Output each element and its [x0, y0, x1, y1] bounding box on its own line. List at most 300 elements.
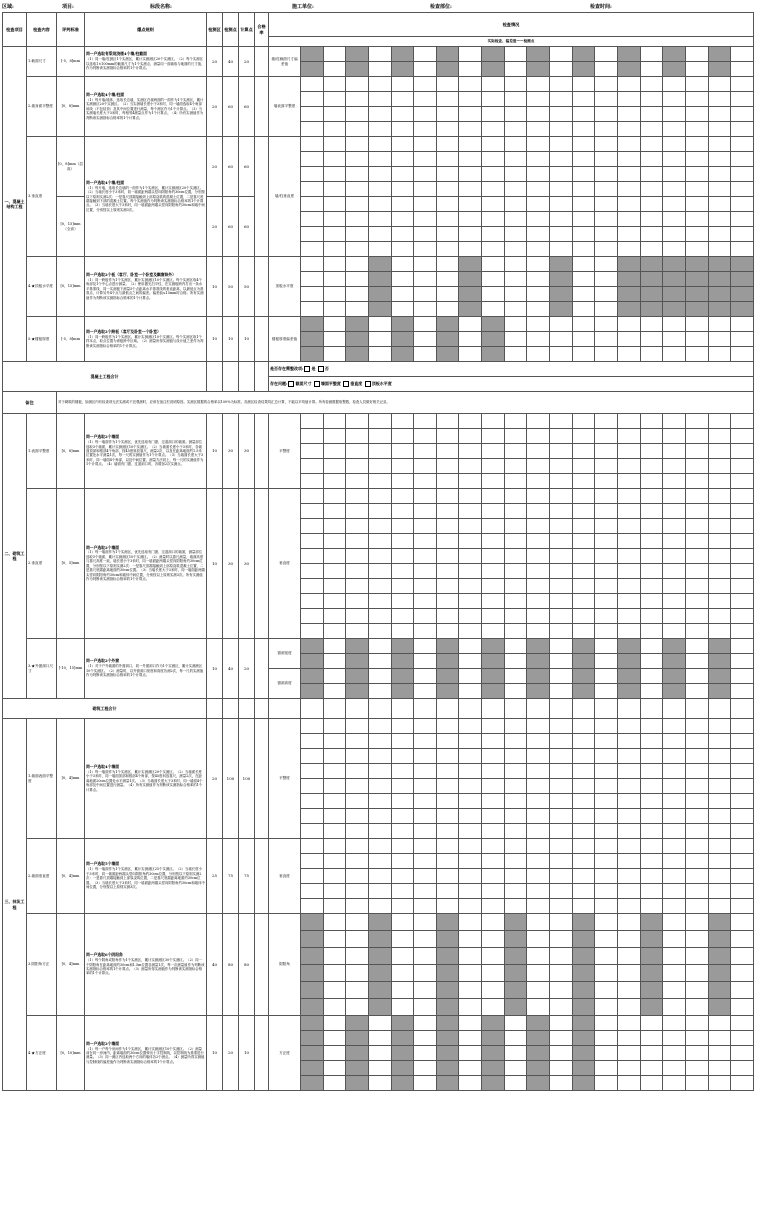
record-cell[interactable] — [459, 564, 482, 579]
record-cell[interactable] — [459, 594, 482, 609]
record-cell[interactable] — [663, 77, 686, 92]
record-cell[interactable] — [527, 137, 550, 152]
record-cell[interactable] — [301, 332, 324, 347]
record-cell[interactable] — [550, 899, 573, 914]
record-cell[interactable] — [391, 779, 414, 794]
record-cell[interactable] — [663, 212, 686, 227]
record-cell[interactable] — [572, 794, 595, 809]
record-cell[interactable] — [731, 948, 754, 965]
record-cell[interactable] — [414, 107, 437, 122]
record-cell[interactable] — [663, 414, 686, 429]
record-cell[interactable] — [323, 639, 346, 654]
record-cell[interactable] — [550, 414, 573, 429]
record-cell[interactable] — [550, 579, 573, 594]
record-cell[interactable] — [482, 302, 505, 317]
record-cell[interactable] — [685, 242, 708, 257]
record-cell[interactable] — [414, 167, 437, 182]
record-cell[interactable] — [391, 257, 414, 272]
record-cell[interactable] — [685, 167, 708, 182]
record-cell[interactable] — [708, 564, 731, 579]
record-cell[interactable] — [572, 1016, 595, 1031]
record-cell[interactable] — [323, 519, 346, 534]
record-cell[interactable] — [414, 549, 437, 564]
record-cell[interactable] — [595, 212, 618, 227]
record-cell[interactable] — [504, 794, 527, 809]
record-cell[interactable] — [346, 764, 369, 779]
record-cell[interactable] — [459, 444, 482, 459]
record-cell[interactable] — [731, 242, 754, 257]
record-cell[interactable] — [617, 749, 640, 764]
record-cell[interactable] — [323, 965, 346, 982]
record-cell[interactable] — [436, 504, 459, 519]
record-cell[interactable] — [640, 624, 663, 639]
record-cell[interactable] — [346, 77, 369, 92]
record-cell[interactable] — [572, 107, 595, 122]
record-cell[interactable] — [550, 854, 573, 869]
record-cell[interactable] — [572, 257, 595, 272]
record-cell[interactable] — [572, 999, 595, 1016]
record-cell[interactable] — [436, 1031, 459, 1046]
record-cell[interactable] — [368, 1046, 391, 1061]
record-cell[interactable] — [459, 302, 482, 317]
record-cell[interactable] — [459, 549, 482, 564]
record-cell[interactable] — [482, 794, 505, 809]
record-cell[interactable] — [685, 182, 708, 197]
record-cell[interactable] — [391, 982, 414, 999]
record-cell[interactable] — [482, 534, 505, 549]
record-cell[interactable] — [663, 948, 686, 965]
record-cell[interactable] — [685, 609, 708, 624]
record-cell[interactable] — [640, 999, 663, 1016]
record-cell[interactable] — [346, 287, 369, 302]
record-cell[interactable] — [708, 999, 731, 1016]
record-cell[interactable] — [663, 92, 686, 107]
record-cell[interactable] — [346, 914, 369, 931]
record-cell[interactable] — [391, 809, 414, 824]
record-cell[interactable] — [685, 317, 708, 332]
record-cell[interactable] — [527, 719, 550, 734]
record-cell[interactable] — [323, 474, 346, 489]
record-cell[interactable] — [663, 302, 686, 317]
record-cell[interactable] — [617, 1031, 640, 1046]
record-cell[interactable] — [301, 1046, 324, 1061]
record-cell[interactable] — [527, 869, 550, 884]
record-cell[interactable] — [617, 459, 640, 474]
no-checkbox[interactable] — [318, 366, 324, 372]
record-cell[interactable] — [527, 899, 550, 914]
record-cell[interactable] — [527, 519, 550, 534]
record-cell[interactable] — [436, 489, 459, 504]
record-cell[interactable] — [346, 107, 369, 122]
record-cell[interactable] — [459, 965, 482, 982]
record-cell[interactable] — [391, 899, 414, 914]
record-cell[interactable] — [731, 347, 754, 362]
record-cell[interactable] — [346, 182, 369, 197]
record-cell[interactable] — [414, 182, 437, 197]
record-cell[interactable] — [572, 534, 595, 549]
record-cell[interactable] — [346, 734, 369, 749]
record-cell[interactable] — [436, 749, 459, 764]
record-cell[interactable] — [459, 504, 482, 519]
record-cell[interactable] — [346, 317, 369, 332]
record-cell[interactable] — [368, 474, 391, 489]
record-cell[interactable] — [323, 429, 346, 444]
record-cell[interactable] — [731, 257, 754, 272]
record-cell[interactable] — [391, 242, 414, 257]
record-cell[interactable] — [708, 317, 731, 332]
record-cell[interactable] — [323, 287, 346, 302]
record-cell[interactable] — [685, 719, 708, 734]
record-cell[interactable] — [504, 931, 527, 948]
record-cell[interactable] — [368, 197, 391, 212]
record-cell[interactable] — [301, 948, 324, 965]
record-cell[interactable] — [346, 999, 369, 1016]
record-cell[interactable] — [459, 474, 482, 489]
record-cell[interactable] — [617, 854, 640, 869]
record-cell[interactable] — [504, 474, 527, 489]
record-cell[interactable] — [572, 47, 595, 62]
record-cell[interactable] — [572, 948, 595, 965]
record-cell[interactable] — [346, 1061, 369, 1076]
record-cell[interactable] — [550, 444, 573, 459]
record-cell[interactable] — [708, 624, 731, 639]
record-cell[interactable] — [504, 824, 527, 839]
record-cell[interactable] — [663, 982, 686, 999]
record-cell[interactable] — [617, 839, 640, 854]
record-cell[interactable] — [414, 317, 437, 332]
record-cell[interactable] — [572, 414, 595, 429]
record-cell[interactable] — [504, 965, 527, 982]
record-cell[interactable] — [414, 1016, 437, 1031]
record-cell[interactable] — [572, 212, 595, 227]
record-cell[interactable] — [346, 504, 369, 519]
record-cell[interactable] — [504, 62, 527, 77]
record-cell[interactable] — [459, 809, 482, 824]
record-cell[interactable] — [708, 639, 731, 654]
record-cell[interactable] — [708, 227, 731, 242]
record-cell[interactable] — [572, 242, 595, 257]
record-cell[interactable] — [640, 982, 663, 999]
record-cell[interactable] — [414, 1061, 437, 1076]
record-cell[interactable] — [504, 749, 527, 764]
record-cell[interactable] — [617, 624, 640, 639]
record-cell[interactable] — [346, 474, 369, 489]
record-cell[interactable] — [482, 884, 505, 899]
record-cell[interactable] — [459, 1061, 482, 1076]
record-cell[interactable] — [572, 699, 595, 719]
record-cell[interactable] — [685, 965, 708, 982]
record-cell[interactable] — [550, 519, 573, 534]
record-cell[interactable] — [617, 1076, 640, 1091]
record-cell[interactable] — [595, 764, 618, 779]
record-cell[interactable] — [323, 122, 346, 137]
record-cell[interactable] — [640, 579, 663, 594]
record-cell[interactable] — [368, 654, 391, 669]
record-cell[interactable] — [482, 914, 505, 931]
record-cell[interactable] — [391, 1016, 414, 1031]
record-cell[interactable] — [436, 107, 459, 122]
record-cell[interactable] — [685, 414, 708, 429]
record-cell[interactable] — [550, 257, 573, 272]
record-cell[interactable] — [617, 1046, 640, 1061]
record-cell[interactable] — [301, 809, 324, 824]
record-cell[interactable] — [550, 1046, 573, 1061]
record-cell[interactable] — [731, 639, 754, 654]
record-cell[interactable] — [731, 914, 754, 931]
record-cell[interactable] — [323, 92, 346, 107]
record-cell[interactable] — [391, 77, 414, 92]
record-cell[interactable] — [663, 749, 686, 764]
record-cell[interactable] — [504, 699, 527, 719]
record-cell[interactable] — [391, 152, 414, 167]
record-cell[interactable] — [527, 609, 550, 624]
record-cell[interactable] — [527, 564, 550, 579]
record-cell[interactable] — [572, 1061, 595, 1076]
record-cell[interactable] — [346, 152, 369, 167]
record-cell[interactable] — [640, 884, 663, 899]
record-cell[interactable] — [504, 1016, 527, 1031]
record-cell[interactable] — [482, 47, 505, 62]
record-cell[interactable] — [640, 182, 663, 197]
record-cell[interactable] — [459, 639, 482, 654]
record-cell[interactable] — [459, 884, 482, 899]
record-cell[interactable] — [301, 534, 324, 549]
record-cell[interactable] — [708, 764, 731, 779]
record-cell[interactable] — [617, 764, 640, 779]
record-cell[interactable] — [685, 107, 708, 122]
record-cell[interactable] — [459, 167, 482, 182]
record-cell[interactable] — [504, 459, 527, 474]
record-cell[interactable] — [414, 699, 437, 719]
record-cell[interactable] — [617, 931, 640, 948]
record-cell[interactable] — [617, 1016, 640, 1031]
record-cell[interactable] — [572, 444, 595, 459]
record-cell[interactable] — [640, 854, 663, 869]
yes-checkbox[interactable] — [304, 366, 310, 372]
record-cell[interactable] — [708, 549, 731, 564]
record-cell[interactable] — [368, 182, 391, 197]
record-cell[interactable] — [414, 982, 437, 999]
record-cell[interactable] — [414, 287, 437, 302]
record-cell[interactable] — [301, 899, 324, 914]
record-cell[interactable] — [301, 347, 324, 362]
record-cell[interactable] — [572, 564, 595, 579]
record-cell[interactable] — [527, 594, 550, 609]
record-cell[interactable] — [663, 914, 686, 931]
record-cell[interactable] — [482, 809, 505, 824]
record-cell[interactable] — [640, 332, 663, 347]
record-cell[interactable] — [391, 854, 414, 869]
record-cell[interactable] — [368, 1016, 391, 1031]
record-cell[interactable] — [504, 1046, 527, 1061]
record-cell[interactable] — [595, 317, 618, 332]
record-cell[interactable] — [368, 77, 391, 92]
record-cell[interactable] — [640, 699, 663, 719]
record-cell[interactable] — [527, 167, 550, 182]
record-cell[interactable] — [550, 77, 573, 92]
record-cell[interactable] — [368, 564, 391, 579]
record-cell[interactable] — [595, 242, 618, 257]
record-cell[interactable] — [482, 899, 505, 914]
record-cell[interactable] — [663, 779, 686, 794]
record-cell[interactable] — [323, 1046, 346, 1061]
record-cell[interactable] — [731, 429, 754, 444]
record-cell[interactable] — [663, 197, 686, 212]
record-cell[interactable] — [301, 914, 324, 931]
record-cell[interactable] — [391, 931, 414, 948]
record-cell[interactable] — [708, 982, 731, 999]
record-cell[interactable] — [323, 564, 346, 579]
record-cell[interactable] — [504, 734, 527, 749]
record-cell[interactable] — [663, 152, 686, 167]
record-cell[interactable] — [527, 429, 550, 444]
record-cell[interactable] — [459, 332, 482, 347]
record-cell[interactable] — [550, 719, 573, 734]
record-cell[interactable] — [301, 839, 324, 854]
record-cell[interactable] — [459, 317, 482, 332]
record-cell[interactable] — [572, 197, 595, 212]
record-cell[interactable] — [617, 914, 640, 931]
record-cell[interactable] — [572, 347, 595, 362]
record-cell[interactable] — [482, 459, 505, 474]
record-cell[interactable] — [504, 137, 527, 152]
record-cell[interactable] — [346, 137, 369, 152]
record-cell[interactable] — [482, 699, 505, 719]
record-cell[interactable] — [550, 1061, 573, 1076]
record-cell[interactable] — [414, 899, 437, 914]
record-cell[interactable] — [323, 1076, 346, 1091]
record-cell[interactable] — [346, 257, 369, 272]
record-cell[interactable] — [391, 914, 414, 931]
record-cell[interactable] — [368, 982, 391, 999]
record-cell[interactable] — [323, 1016, 346, 1031]
record-cell[interactable] — [436, 764, 459, 779]
record-cell[interactable] — [640, 197, 663, 212]
record-cell[interactable] — [323, 227, 346, 242]
record-cell[interactable] — [731, 899, 754, 914]
record-cell[interactable] — [323, 272, 346, 287]
record-cell[interactable] — [504, 1031, 527, 1046]
record-cell[interactable] — [414, 1046, 437, 1061]
record-cell[interactable] — [323, 684, 346, 699]
record-cell[interactable] — [504, 982, 527, 999]
record-cell[interactable] — [527, 212, 550, 227]
record-cell[interactable] — [368, 931, 391, 948]
record-cell[interactable] — [708, 92, 731, 107]
record-cell[interactable] — [346, 869, 369, 884]
record-cell[interactable] — [346, 594, 369, 609]
record-cell[interactable] — [731, 779, 754, 794]
record-cell[interactable] — [368, 107, 391, 122]
record-cell[interactable] — [301, 609, 324, 624]
record-cell[interactable] — [346, 884, 369, 899]
record-cell[interactable] — [391, 564, 414, 579]
record-cell[interactable] — [323, 839, 346, 854]
record-cell[interactable] — [617, 182, 640, 197]
record-cell[interactable] — [640, 474, 663, 489]
record-cell[interactable] — [436, 92, 459, 107]
record-cell[interactable] — [301, 152, 324, 167]
record-cell[interactable] — [685, 824, 708, 839]
record-cell[interactable] — [572, 914, 595, 931]
record-cell[interactable] — [482, 167, 505, 182]
record-cell[interactable] — [368, 779, 391, 794]
record-cell[interactable] — [391, 654, 414, 669]
record-cell[interactable] — [572, 302, 595, 317]
record-cell[interactable] — [323, 869, 346, 884]
record-cell[interactable] — [346, 965, 369, 982]
record-cell[interactable] — [346, 669, 369, 684]
record-cell[interactable] — [459, 182, 482, 197]
record-cell[interactable] — [482, 242, 505, 257]
record-cell[interactable] — [391, 734, 414, 749]
record-cell[interactable] — [595, 639, 618, 654]
record-cell[interactable] — [550, 62, 573, 77]
record-cell[interactable] — [550, 982, 573, 999]
record-cell[interactable] — [414, 474, 437, 489]
record-cell[interactable] — [346, 1046, 369, 1061]
record-cell[interactable] — [346, 719, 369, 734]
record-cell[interactable] — [346, 564, 369, 579]
record-cell[interactable] — [414, 719, 437, 734]
record-cell[interactable] — [685, 257, 708, 272]
record-cell[interactable] — [414, 257, 437, 272]
record-cell[interactable] — [391, 699, 414, 719]
record-cell[interactable] — [436, 1061, 459, 1076]
record-cell[interactable] — [346, 272, 369, 287]
record-cell[interactable] — [640, 47, 663, 62]
record-cell[interactable] — [550, 122, 573, 137]
record-cell[interactable] — [595, 654, 618, 669]
record-cell[interactable] — [391, 489, 414, 504]
record-cell[interactable] — [595, 1076, 618, 1091]
record-cell[interactable] — [323, 1031, 346, 1046]
record-cell[interactable] — [301, 519, 324, 534]
record-cell[interactable] — [323, 794, 346, 809]
record-cell[interactable] — [368, 594, 391, 609]
record-cell[interactable] — [640, 212, 663, 227]
record-cell[interactable] — [572, 474, 595, 489]
record-cell[interactable] — [731, 699, 754, 719]
record-cell[interactable] — [414, 212, 437, 227]
record-cell[interactable] — [436, 719, 459, 734]
record-cell[interactable] — [301, 594, 324, 609]
record-cell[interactable] — [527, 1076, 550, 1091]
record-cell[interactable] — [527, 332, 550, 347]
record-cell[interactable] — [708, 347, 731, 362]
record-cell[interactable] — [346, 839, 369, 854]
record-cell[interactable] — [731, 182, 754, 197]
record-cell[interactable] — [572, 764, 595, 779]
record-cell[interactable] — [685, 62, 708, 77]
record-cell[interactable] — [572, 489, 595, 504]
record-cell[interactable] — [436, 869, 459, 884]
record-cell[interactable] — [414, 839, 437, 854]
record-cell[interactable] — [708, 884, 731, 899]
record-cell[interactable] — [346, 609, 369, 624]
record-cell[interactable] — [663, 504, 686, 519]
record-cell[interactable] — [685, 332, 708, 347]
record-cell[interactable] — [504, 854, 527, 869]
record-cell[interactable] — [550, 1076, 573, 1091]
record-cell[interactable] — [685, 699, 708, 719]
record-cell[interactable] — [640, 948, 663, 965]
record-cell[interactable] — [572, 459, 595, 474]
record-cell[interactable] — [685, 948, 708, 965]
record-cell[interactable] — [301, 287, 324, 302]
record-cell[interactable] — [550, 839, 573, 854]
record-cell[interactable] — [346, 227, 369, 242]
